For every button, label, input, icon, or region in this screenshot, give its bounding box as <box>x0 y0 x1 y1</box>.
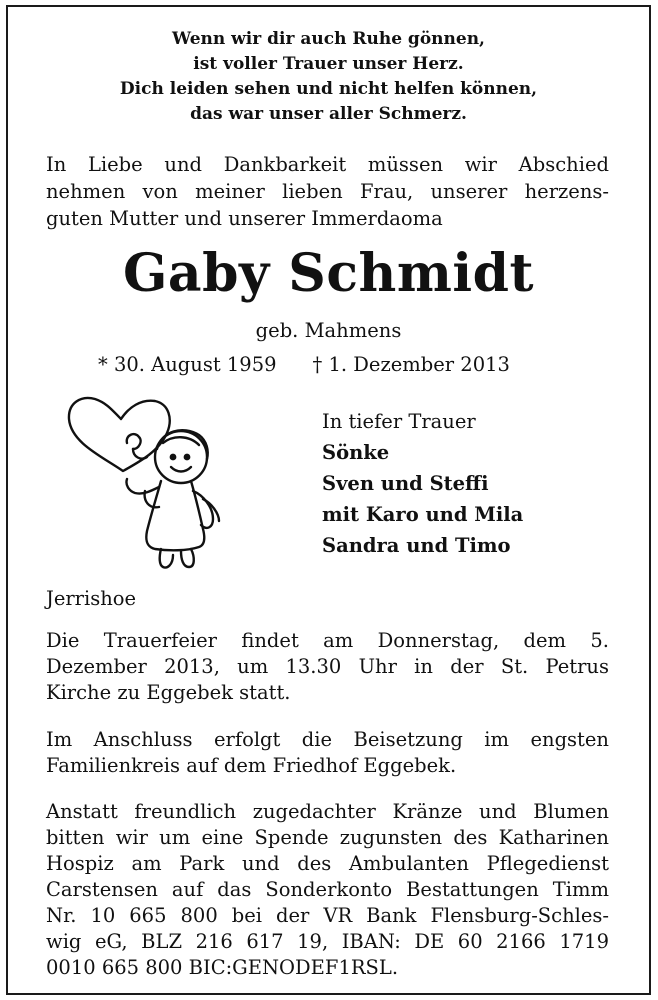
burial-line: Im Anschluss erfolgt die Beisetzung im engsten <box>46 728 609 751</box>
mourner-name: Sven und Steffi <box>322 472 489 495</box>
mourners <box>322 407 523 561</box>
donation-line: Hospiz am Park und des Ambulanten Pflegedienst <box>46 852 609 875</box>
birth-date: * 30. August 1959 <box>98 353 277 376</box>
obituary-notice <box>6 5 651 995</box>
donation-line: Carstensen auf das Sonderkonto Bestattungen Timm <box>46 878 609 901</box>
funeral-info <box>46 628 609 706</box>
mourner-name: mit Karo und Mila <box>322 503 524 526</box>
intro-text <box>46 151 609 232</box>
poem-line: das war unser aller Schmerz. <box>190 104 467 124</box>
donation-line: 0010 665 800 BIC:GENODEF1RSL. <box>46 956 399 979</box>
funeral-line: Die Trauerfeier findet am Donnerstag, dem 5. <box>46 629 609 652</box>
deceased-name: Gaby Schmidt <box>123 243 534 304</box>
birth-name: geb. Mahmens <box>255 319 402 342</box>
burial-line: Familienkreis auf dem Friedhof Eggebek. <box>46 754 457 777</box>
donation-line: bitten wir um eine Spende zugunsten des Katharinen <box>46 826 609 849</box>
donation-info <box>46 799 609 981</box>
mourner-name: Sandra und Timo <box>322 534 511 557</box>
burial-info <box>46 727 609 779</box>
place: Jerrishoe <box>46 587 137 610</box>
poem <box>8 27 649 127</box>
donation-line: Nr. 10 665 800 bei der VR Bank Flensburg-Schles- <box>46 904 609 927</box>
poem-line: ist voller Trauer unser Herz. <box>193 54 464 74</box>
mourners-heading: In tiefer Trauer <box>322 410 476 433</box>
funeral-line: Dezember 2013, um 13.30 Uhr in der St. Petrus <box>46 655 609 678</box>
poem-line: Dich leiden sehen und nicht helfen können, <box>119 79 538 99</box>
intro-line: nehmen von meiner lieben Frau, unserer herzens- <box>46 180 609 203</box>
death-date: † 1. Dezember 2013 <box>312 353 510 376</box>
poem-line: Wenn wir dir auch Ruhe gönnen, <box>172 29 485 49</box>
intro-line: guten Mutter und unserer Immerdaoma <box>46 207 443 230</box>
donation-line: wig eG, BLZ 216 617 19, IBAN: DE 60 2166 1719 <box>46 930 609 953</box>
life-dates <box>98 353 510 376</box>
mourner-name: Sönke <box>322 441 390 464</box>
intro-line: In Liebe und Dankbarkeit müssen wir Abschied <box>46 153 609 176</box>
angel-with-heart-icon <box>63 395 223 575</box>
donation-line: Anstatt freundlich zugedachter Kränze und Blumen <box>46 800 609 823</box>
funeral-line: Kirche zu Eggebek statt. <box>46 681 291 704</box>
